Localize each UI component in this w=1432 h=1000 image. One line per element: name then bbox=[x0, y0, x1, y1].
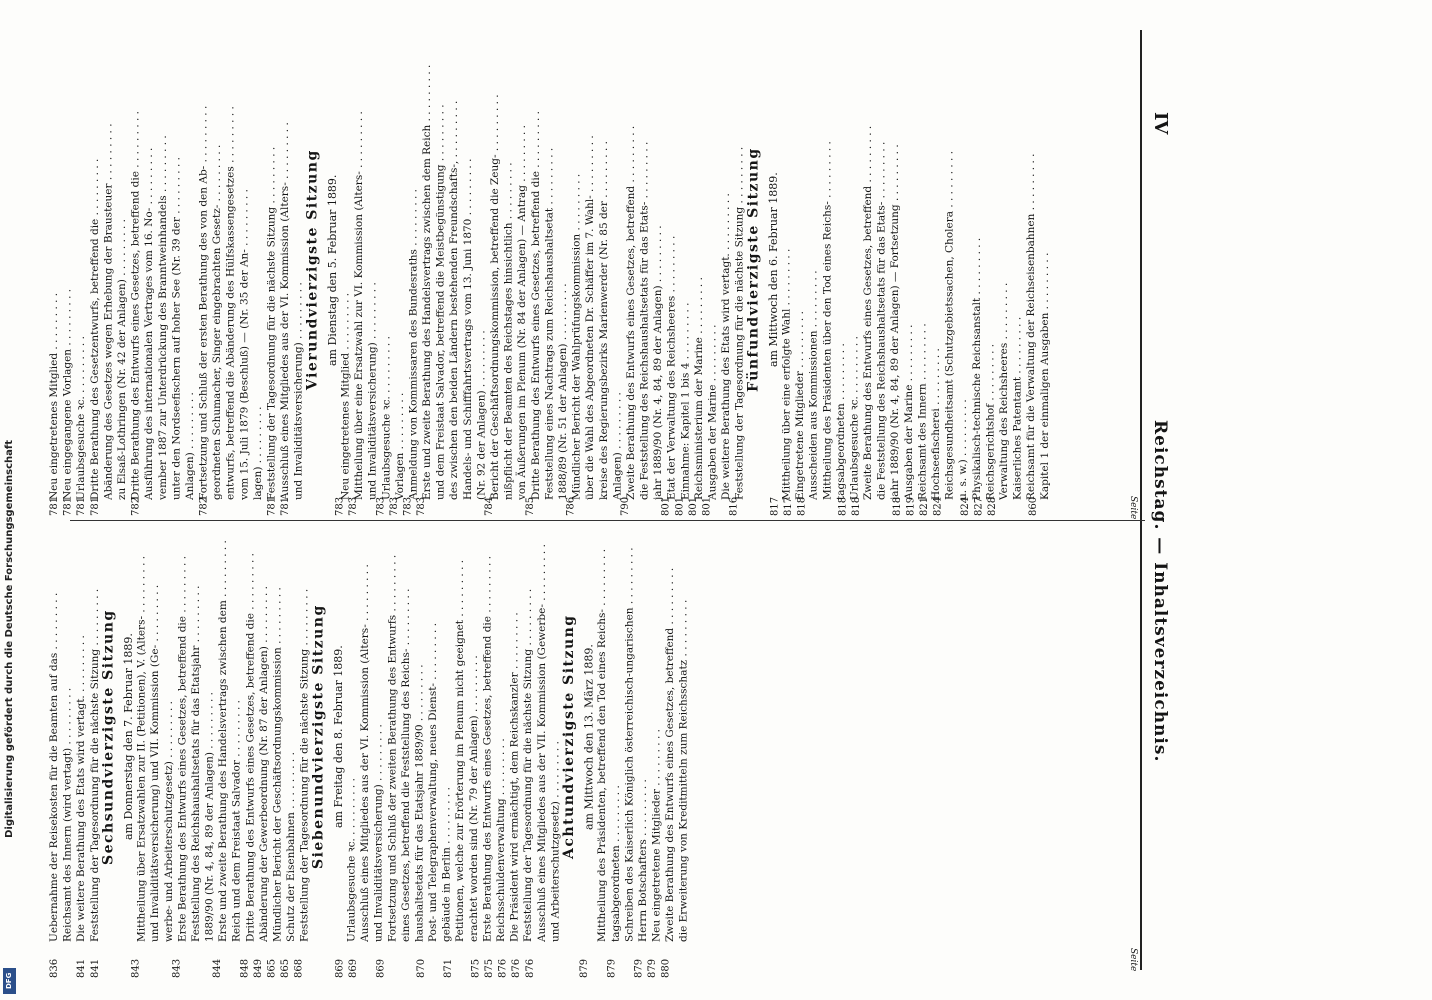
seite-label-top: Seite bbox=[1128, 496, 1138, 520]
page-spacer bbox=[306, 476, 320, 516]
toc-column-left bbox=[48, 40, 1128, 500]
toc-page-number bbox=[238, 476, 252, 516]
page-spacer bbox=[320, 476, 334, 516]
toc-page-number bbox=[401, 938, 415, 978]
toc-entry: Neu eingetretene Mitglieder . . . . . . . . . bbox=[650, 729, 663, 942]
toc-entry: Reichsministerium der Marine . . . . . . . . . bbox=[692, 277, 705, 500]
toc-entry: Mittheilung des Präsidenten, betreffend den Tod eines Reichs- . . . . . . . . . bbox=[596, 548, 609, 942]
session-heading: Fünfundvierzigste Sitzung bbox=[745, 147, 762, 393]
toc-entry: Ausscheiden aus Kommissionen . . . . . . . . . bbox=[807, 270, 820, 500]
toc-entry: geordneten Schumacher, Singer eingebrachten Gesetz- . . . . . . . . . bbox=[211, 144, 224, 500]
toc-entry: Die weitere Berathung des Etats wird vertagt. . . . . . . . . . bbox=[720, 193, 733, 500]
session-heading: Sechsundvierzigste Sitzung bbox=[100, 609, 117, 865]
toc-page-number: 824 bbox=[932, 496, 944, 516]
toc-entry: Erste und zweite Berathung des Handelsvertrags zwischen dem Reich . . . . . . . . . bbox=[421, 64, 434, 500]
toc-page-number bbox=[578, 476, 592, 516]
toc-page-number: 784 bbox=[484, 496, 495, 516]
toc-page-number: 790 bbox=[619, 496, 631, 516]
dfg-logo: DFG bbox=[3, 968, 16, 994]
toc-entry: Herrn Botschafters . . . . . . . . . bbox=[636, 779, 649, 942]
toc-entry: Neu eingetretenes Mitglied . . . . . . . . . bbox=[339, 292, 352, 500]
page-spacer bbox=[755, 476, 769, 516]
toc-page-number bbox=[211, 476, 225, 516]
toc-entry: Die Präsident wird ermächtigt, dem Reichskanzler . . . . . . . . . bbox=[508, 612, 521, 942]
toc-page-number bbox=[619, 938, 633, 978]
toc-page-number bbox=[157, 476, 171, 516]
toc-page-number bbox=[551, 476, 565, 516]
toc-page-number bbox=[184, 476, 198, 516]
toc-page-number: 818 bbox=[851, 496, 863, 516]
toc-entry: Zweite Berathung des Entwurfs eines Gesetzes, betreffend . . . . . . . . . bbox=[624, 125, 637, 500]
toc-page-number bbox=[456, 938, 470, 978]
toc-entry: Erste Berathung des Entwurfs eines Gesetzes, betreffend die . . . . . . . . . bbox=[481, 555, 494, 942]
toc-pages-right bbox=[48, 938, 1128, 978]
toc-page-number bbox=[592, 476, 606, 516]
page-spacer bbox=[102, 938, 116, 978]
toc-entry: 1888/89 (Nr. 51 der Anlagen) . . . . . . . . . bbox=[556, 283, 569, 500]
toc-entry: Reichsamt des Innern . . . . . . . . . bbox=[916, 323, 929, 500]
toc-page-number: 817 bbox=[783, 496, 795, 516]
toc-entry: die Feststellung des Reichshaushaltsetats für das Etats- . . . . . . . . . bbox=[638, 141, 651, 500]
toc-page-number: 781 bbox=[49, 496, 60, 516]
toc-page-number bbox=[469, 476, 483, 516]
toc-entry: jahr 1889/90 (Nr. 4, 84, 89 der Anlagen) . . . . . . . . . bbox=[652, 225, 665, 500]
toc-entry: Mittheilung über Ersatzwahlen zur II. (Petitionen), V. (Alters- . . . . . . . . . bbox=[135, 555, 148, 942]
toc-entry: Eingetretene Mitglieder . . . . . . . . . bbox=[794, 311, 807, 500]
toc-entry: und Invaliditätsversicherung) und VII. Kommission (Ge- . . . . . . . . . bbox=[149, 584, 162, 942]
toc-page-number: 843 bbox=[171, 958, 183, 978]
toc-entry: Erste Berathung des Entwurfs eines Gesetzes, betreffend die . . . . . . . . . bbox=[176, 555, 189, 942]
toc-entry: Ausschluß eines Mitgliedes aus der VI. Kommission (Alters- . . . . . . . . . bbox=[279, 122, 292, 500]
toc-entry: Feststellung der Tagesordnung für die nächste Sitzung . . . . . . . . . bbox=[298, 588, 311, 942]
toc-page-number bbox=[143, 938, 157, 978]
toc-entry: nißpflicht der Beamten des Reichstages hinsichtlich . . . . . . . . . bbox=[502, 162, 515, 500]
toc-entry: Mittheilung über eine erfolgte Wahl . . . . . . . . . bbox=[780, 248, 793, 500]
toc-entry: Ausschluß eines Mitgliedes aus der VII. Kommission (Gewerbe- . . . . . . . . . bbox=[535, 544, 548, 942]
toc-entry: Reich und dem Freistaat Salvador . . . . . . . . . bbox=[230, 700, 243, 942]
toc-page-number bbox=[361, 476, 375, 516]
toc-entry: Reichsamt des Innern (wird vertagt) . . . . . . . . . bbox=[61, 687, 74, 942]
toc-page-number: 783 bbox=[402, 496, 414, 516]
session-date: am Donnerstag den 7. Februar 1889. bbox=[121, 633, 135, 841]
toc-entry: vember 1887 zur Unterdrückung des Branntweinhandels . . . . . . . . . bbox=[156, 135, 169, 500]
toc-page-number: 844 bbox=[212, 958, 224, 978]
toc-entry: Zweite Berathung des Entwurfs eines Gesetzes, betreffend . . . . . . . . . bbox=[862, 125, 875, 500]
session-date: am Freitag den 8. Februar 1889. bbox=[331, 645, 345, 829]
toc-entry: Kaiserliches Patentamt . . . . . . . . . bbox=[1011, 316, 1024, 500]
toc-page-number: 865 bbox=[266, 958, 278, 978]
toc-page-number: 818 bbox=[837, 496, 849, 516]
toc-page-number: 785 bbox=[524, 496, 536, 516]
toc-page-number bbox=[809, 476, 823, 516]
toc-entry: Post- und Telegraphenverwaltung, neues Dienst- . . . . . . . . . bbox=[427, 622, 440, 942]
toc-page-number: 816 bbox=[728, 496, 740, 516]
toc-entry: Kapitel 1 der einmaligen Ausgaben . . . . . . . . . bbox=[1038, 252, 1051, 500]
toc-page-number: 783 bbox=[348, 496, 360, 516]
toc-page-number: 849 bbox=[252, 958, 264, 978]
toc-page-number: 818 bbox=[891, 496, 903, 516]
page-title: Reichstag. — Inhaltsverzeichnis. bbox=[1150, 420, 1170, 763]
session-heading: Siebenundvierzigste Sitzung bbox=[310, 604, 327, 870]
toc-entry: Petitionen, welche zur Erörterung im Plenum nicht geeignet . . . . . . . . . bbox=[454, 559, 467, 942]
toc-entry: die Erweiterung von Kreditmitteln zum Reichsschatz . . . . . . . . . bbox=[677, 599, 690, 942]
toc-entry: vom 15. Juli 1879 (Beschluß) — (Nr. 35 der An- . . . . . . . . . bbox=[238, 189, 251, 500]
toc-entry: Neu eingegangene Vorlagen . . . . . . . . . bbox=[61, 288, 74, 500]
toc-page-number: 869 bbox=[334, 958, 346, 978]
toc-page-number: 828 bbox=[986, 496, 998, 516]
toc-page-number: 801 bbox=[674, 496, 686, 516]
toc-entry: Feststellung der Tagesordnung für die nächste Sitzung . . . . . . . . . bbox=[265, 146, 278, 500]
toc-entry: Reichsamt für die Verwaltung der Reichseisenbahnen . . . . . . . . . bbox=[1025, 153, 1038, 500]
toc-page-number bbox=[1013, 476, 1027, 516]
toc-entry: (Nr. 92 der Anlagen) . . . . . . . . . bbox=[475, 330, 488, 500]
page-spacer bbox=[741, 476, 755, 516]
toc-entry: und Arbeiterschutzgesetz) . . . . . . . . . bbox=[549, 741, 562, 942]
toc-entry: erachtet worden sind (Nr. 79 der Anlagen) . . . . . . . . . bbox=[467, 655, 480, 942]
toc-page-number: 860 bbox=[1027, 496, 1039, 516]
toc-entry: und Invaliditätsversicherung) . . . . . . . . . bbox=[366, 282, 379, 500]
toc-page-number: 781 bbox=[62, 496, 74, 516]
column-divider bbox=[70, 520, 1145, 521]
toc-page-number: 868 bbox=[293, 958, 305, 978]
toc-page-number: 783 bbox=[375, 496, 387, 516]
toc-entry: Feststellung des Reichshaushaltsetats für das Etatsjahr . . . . . . . . . bbox=[189, 585, 202, 942]
toc-page-number: 783 bbox=[416, 496, 428, 516]
toc-entry: haushaltsetats für das Etatsjahr 1889/90 . . . . . . . . . bbox=[413, 664, 426, 942]
toc-entry: eines Gesetzes, betreffend die Feststellung des Reichs- . . . . . . . . . bbox=[399, 588, 412, 942]
page-spacer bbox=[116, 938, 130, 978]
toc-page-number: 827 bbox=[973, 496, 985, 516]
toc-page-number bbox=[252, 476, 266, 516]
toc-entry: Die weitere Berathung des Etats wird vertagt. . . . . . . . . . bbox=[75, 635, 88, 942]
toc-entry: Einnahme: Kapitel 1 bis 4 . . . . . . . . . bbox=[679, 302, 692, 500]
toc-page-number: 871 bbox=[443, 958, 455, 978]
toc-page-number: 824 bbox=[959, 496, 971, 516]
toc-page-number: 783 bbox=[334, 496, 346, 516]
toc-entry: zu Elsaß-Lothringen (Nr. 42 der Anlagen) . . . . . . . . . bbox=[115, 219, 128, 500]
toc-page-number: 781 bbox=[266, 496, 278, 516]
toc-page-number: 783 bbox=[388, 496, 400, 516]
toc-page-number bbox=[1000, 476, 1014, 516]
toc-column-right bbox=[48, 532, 1128, 942]
toc-page-number bbox=[442, 476, 456, 516]
toc-entry: lagen) . . . . . . . . . bbox=[251, 406, 264, 500]
toc-page-number bbox=[537, 938, 551, 978]
toc-page-number bbox=[537, 476, 551, 516]
toc-page-number: 848 bbox=[239, 958, 251, 978]
toc-page-number: 869 bbox=[348, 958, 360, 978]
toc-page-number bbox=[225, 476, 239, 516]
toc-page-number bbox=[388, 938, 402, 978]
toc-page-number bbox=[184, 938, 198, 978]
toc-entry: Reichsgerichtshof . . . . . . . . . bbox=[984, 343, 997, 500]
toc-page-number: 869 bbox=[375, 958, 387, 978]
toc-entry: gebäude in Berlin . . . . . . . . . bbox=[440, 787, 453, 942]
toc-page-number: 786 bbox=[565, 496, 577, 516]
toc-page-number: 819 bbox=[905, 496, 917, 516]
toc-page-number: 801 bbox=[660, 496, 672, 516]
toc-page-number: 879 bbox=[647, 958, 659, 978]
toc-page-number bbox=[225, 938, 239, 978]
toc-entry: Hochseefischerei . . . . . . . . . bbox=[930, 348, 942, 500]
toc-page-number bbox=[823, 476, 837, 516]
toc-entry: Abänderung des Gesetzes wegen Erhebung der Brausteuer . . . . . . . . . bbox=[102, 123, 115, 500]
toc-entry: Handels- und Schifffahrtsvertrags vom 13. Juni 1870 . . . . . . . . . bbox=[461, 158, 474, 500]
toc-page-number: 879 bbox=[606, 958, 618, 978]
toc-entry: Vorlagen . . . . . . . . . bbox=[393, 392, 406, 500]
toc-page-number: 801 bbox=[701, 496, 713, 516]
toc-page-number: 818 bbox=[796, 496, 808, 516]
toc-entry: Mündlicher Bericht der Wahlprüfungskommission . . . . . . . . . bbox=[570, 173, 583, 500]
toc-entry: tagsabgeordneten . . . . . . . . . bbox=[609, 785, 622, 942]
toc-entry: Reichsgesundheitsamt (Schutzgebietssachen, Cholera . . . . . . . . . bbox=[943, 150, 956, 500]
toc-page-number: 880 bbox=[660, 958, 672, 978]
toc-entry: Anlagen) . . . . . . . . . bbox=[611, 392, 624, 500]
toc-page-number: 801 bbox=[687, 496, 699, 516]
page-spacer bbox=[551, 938, 565, 978]
toc-entry: Dritte Berathung des Entwurfs eines Gesetzes, betreffend die . . . . . . . . . bbox=[244, 552, 257, 942]
toc-page-number bbox=[592, 938, 606, 978]
toc-entry: Mündlicher Bericht der Geschäftsordnungskommission . . . . . . . . . bbox=[271, 587, 284, 942]
toc-entry: Anmeldung von Kommissaren des Bundesraths . . . . . . . . . bbox=[407, 188, 420, 500]
toc-entry: Feststellung der Tagesordnung für die nächste Sitzung . . . . . . . . . bbox=[522, 588, 535, 942]
digitization-credit: Digitalisierung gefördert durch die Deutsche Forschungsgemeinschaft bbox=[4, 440, 15, 838]
toc-entry: die Feststellung des Reichshaushaltsetats für das Etats- . . . . . . . . . bbox=[875, 141, 888, 500]
toc-page-number: 876 bbox=[524, 958, 536, 978]
toc-entry: 1889/90 (Nr. 4, 84, 89 der Anlagen) . . . . . . . . . bbox=[203, 691, 216, 942]
toc-entry: jahr 1889/90 (Nr. 4, 84, 89 der Anlagen) — Fortsetzung . . . . . . . . . bbox=[889, 144, 902, 500]
toc-entry: Ausgaben der Marine . . . . . . . . . bbox=[706, 324, 719, 500]
toc-entry: Fortsetzung und Schluß der zweiten Berathung des Entwurfs . . . . . . . . . bbox=[386, 554, 399, 942]
toc-page-number: 875 bbox=[470, 958, 482, 978]
page-spacer bbox=[565, 938, 579, 978]
seite-label-bottom: Seite bbox=[1128, 948, 1138, 972]
toc-entry: Erste und zweite Berathung des Handelsvertrags zwischen dem . . . . . . . . . bbox=[217, 540, 230, 942]
session-heading: Vierundvierzigste Sitzung bbox=[304, 149, 321, 391]
toc-page-number bbox=[497, 476, 511, 516]
toc-entry: kreise des Regierungsbezirks Marienwerder (Nr. 85 der . . . . . . . . . bbox=[597, 141, 610, 500]
toc-page-number: 870 bbox=[416, 958, 428, 978]
toc-page-number: 843 bbox=[130, 958, 142, 978]
toc-entry: Abänderung der Gewerbeordnung (Nr. 87 der Anlagen) . . . . . . . . . bbox=[257, 586, 270, 942]
toc-entry: und dem Freistaat Salvador, betreffend die Meistbegünstigung . . . . . . . . . bbox=[434, 104, 447, 500]
toc-entry: Schutz der Eisenbahnen . . . . . . . . . bbox=[285, 752, 298, 942]
toc-entry: Neu eingetretenes Mitglied . . . . . . . . . bbox=[48, 292, 60, 500]
toc-entry: u. s. w.) . . . . . . . . . bbox=[957, 399, 970, 500]
toc-entry: Mittheilung über eine Ersatzwahl zur VI. Kommission (Alters- . . . . . . . . . bbox=[353, 111, 366, 500]
toc-entry: Dritte Berathung des Gesetzentwurfs, betreffend die . . . . . . . . . bbox=[88, 158, 101, 500]
toc-entry: Ausführung des internationalen Vertrages vom 16. No- . . . . . . . . . bbox=[143, 147, 156, 500]
toc-page-number bbox=[293, 476, 307, 516]
toc-entry: Mittheilung des Präsidenten über den Tod eines Reichs- . . . . . . . . . bbox=[821, 141, 834, 500]
toc-page-number: 781 bbox=[89, 496, 101, 516]
toc-pages-left bbox=[48, 476, 1128, 516]
session-date: am Dienstag den 5. Februar 1889. bbox=[325, 174, 339, 366]
toc-entry: tagsabgeordneten . . . . . . . . . bbox=[834, 343, 847, 500]
toc-page-number bbox=[429, 938, 443, 978]
page-spacer bbox=[320, 938, 334, 978]
toc-page-number: 879 bbox=[579, 958, 591, 978]
toc-entry: Anlagen) . . . . . . . . . bbox=[183, 392, 196, 500]
toc-entry: werbe- und Arbeiterschutzgesetz) . . . . . . . . . bbox=[162, 701, 175, 942]
toc-page-number bbox=[157, 938, 171, 978]
toc-page-number bbox=[646, 476, 660, 516]
toc-entry: Dritte Berathung des Entwurfs eines Gesetzes, betreffend die . . . . . . . . . bbox=[129, 110, 142, 500]
toc-entry: über die Wahl des Abgeordneten Dr. Schäffer im 7. Wahl- . . . . . . . . . bbox=[584, 135, 597, 500]
toc-entry: Feststellung eines Nachtrags zum Reichshaushaltsetat . . . . . . . . . bbox=[543, 147, 556, 500]
toc-entry: Urlaubsgesuche ꝛc. . . . . . . . . . bbox=[848, 336, 861, 500]
toc-page-number: 865 bbox=[280, 958, 292, 978]
toc-page-number bbox=[361, 938, 375, 978]
toc-entry: Dritte Berathung des Entwurfs eines Gesetzes, betreffend die . . . . . . . . . bbox=[529, 110, 542, 500]
toc-entry: Fortsetzung und Schluß der ersten Berathung des von den Ab- . . . . . . . . . bbox=[197, 105, 210, 500]
toc-page-number: 781 bbox=[280, 496, 292, 516]
toc-page-number: 841 bbox=[76, 958, 88, 978]
toc-page-number bbox=[945, 476, 959, 516]
session-date: am Mittwoch den 6. Februar 1889. bbox=[766, 172, 780, 368]
toc-page-number bbox=[429, 476, 443, 516]
toc-entry: Feststellung der Tagesordnung für die nächste Sitzung . . . . . . . . . bbox=[733, 146, 746, 500]
toc-entry: Physikalisch-technische Reichsanstalt . . . . . . . . . bbox=[970, 237, 983, 500]
toc-page-number: 782 bbox=[198, 496, 210, 516]
toc-page-number bbox=[714, 476, 728, 516]
session-heading: Achtundvierzigste Sitzung bbox=[560, 614, 577, 860]
toc-page-number bbox=[510, 476, 524, 516]
page-spacer bbox=[306, 938, 320, 978]
toc-entry: Etat der Verwaltung des Reichsheeres . . . . . . . . . bbox=[665, 235, 678, 500]
toc-entry: Verwaltung des Reichsheeres . . . . . . . . . bbox=[997, 282, 1010, 500]
toc-page-number bbox=[102, 476, 116, 516]
toc-page-number bbox=[143, 476, 157, 516]
toc-page-number: 817 bbox=[769, 496, 781, 516]
toc-entry: Urlaubsgesuche ꝛc. . . . . . . . . . bbox=[345, 778, 358, 942]
toc-page-number: 876 bbox=[497, 958, 509, 978]
toc-page-number: 875 bbox=[484, 958, 495, 978]
toc-page-number: 879 bbox=[633, 958, 645, 978]
toc-entry: Ausgaben der Marine . . . . . . . . . bbox=[902, 324, 915, 500]
toc-page-number bbox=[62, 938, 76, 978]
toc-entry: des zwischen den beiden Ländern bestehenden Freundschafts-, . . . . . . . . . bbox=[448, 100, 461, 500]
toc-page-number bbox=[456, 476, 470, 516]
toc-entry: Zweite Berathung des Entwurfs eines Gesetzes, betreffend . . . . . . . . . bbox=[664, 567, 677, 942]
toc-entry: und Invaliditätsversicherung) . . . . . . . . . bbox=[372, 724, 385, 942]
toc-page-number bbox=[633, 476, 647, 516]
toc-page-number bbox=[864, 476, 878, 516]
toc-page-number: 781 bbox=[76, 496, 88, 516]
toc-entry: und Invaliditätsversicherung) . . . . . . . . . bbox=[292, 282, 305, 500]
page-number: IV bbox=[1150, 112, 1171, 135]
toc-page-number: 876 bbox=[511, 958, 523, 978]
toc-page-number bbox=[198, 938, 212, 978]
toc-entry: Reichsschuldenverwaltung . . . . . . . . . bbox=[495, 738, 507, 942]
toc-entry: Schreiben des Kaiserlich Königlich österreichisch-ungarischen . . . . . . . . . bbox=[623, 547, 636, 942]
toc-page-number bbox=[116, 476, 130, 516]
toc-entry: Uebernahme der Reisekosten für die Beamten auf das . . . . . . . . . bbox=[48, 592, 60, 942]
session-date: am Mittwoch den 13. März 1889. bbox=[582, 644, 596, 830]
toc-page-number bbox=[170, 476, 184, 516]
toc-entry: unter den Nordseefischern auf hoher See (Nr. 39 der . . . . . . . . . bbox=[170, 157, 183, 500]
header-rule bbox=[1140, 30, 1142, 970]
toc-entry: entwurfs, betreffend die Abänderung des Hülfskassengesetzes . . . . . . . . . bbox=[224, 106, 237, 500]
toc-page-number: 836 bbox=[49, 958, 60, 978]
toc-page-number bbox=[605, 476, 619, 516]
toc-entry: Ausschluß eines Mitgliedes aus der VI. Kommission (Alters- . . . . . . . . . bbox=[359, 564, 372, 942]
toc-entry: Bericht der Geschäftsordnungskommission, betreffend die Zeug- . . . . . . . . . bbox=[489, 94, 501, 500]
toc-page-number: 782 bbox=[130, 496, 142, 516]
toc-page-number: 841 bbox=[89, 958, 101, 978]
toc-entry: Urlaubsgesuche ꝛc. . . . . . . . . . bbox=[75, 336, 88, 500]
toc-entry: Feststellung der Tagesordnung für die nächste Sitzung . . . . . . . . . bbox=[88, 588, 101, 942]
toc-page-number: 821 bbox=[919, 496, 930, 516]
toc-entry: von Äußerungen im Plenum (Nr. 84 der Anlagen) — Antrag . . . . . . . . . bbox=[516, 124, 529, 500]
toc-page-number bbox=[877, 476, 891, 516]
toc-entry: Urlaubsgesuche ꝛc. . . . . . . . . . bbox=[380, 336, 393, 500]
